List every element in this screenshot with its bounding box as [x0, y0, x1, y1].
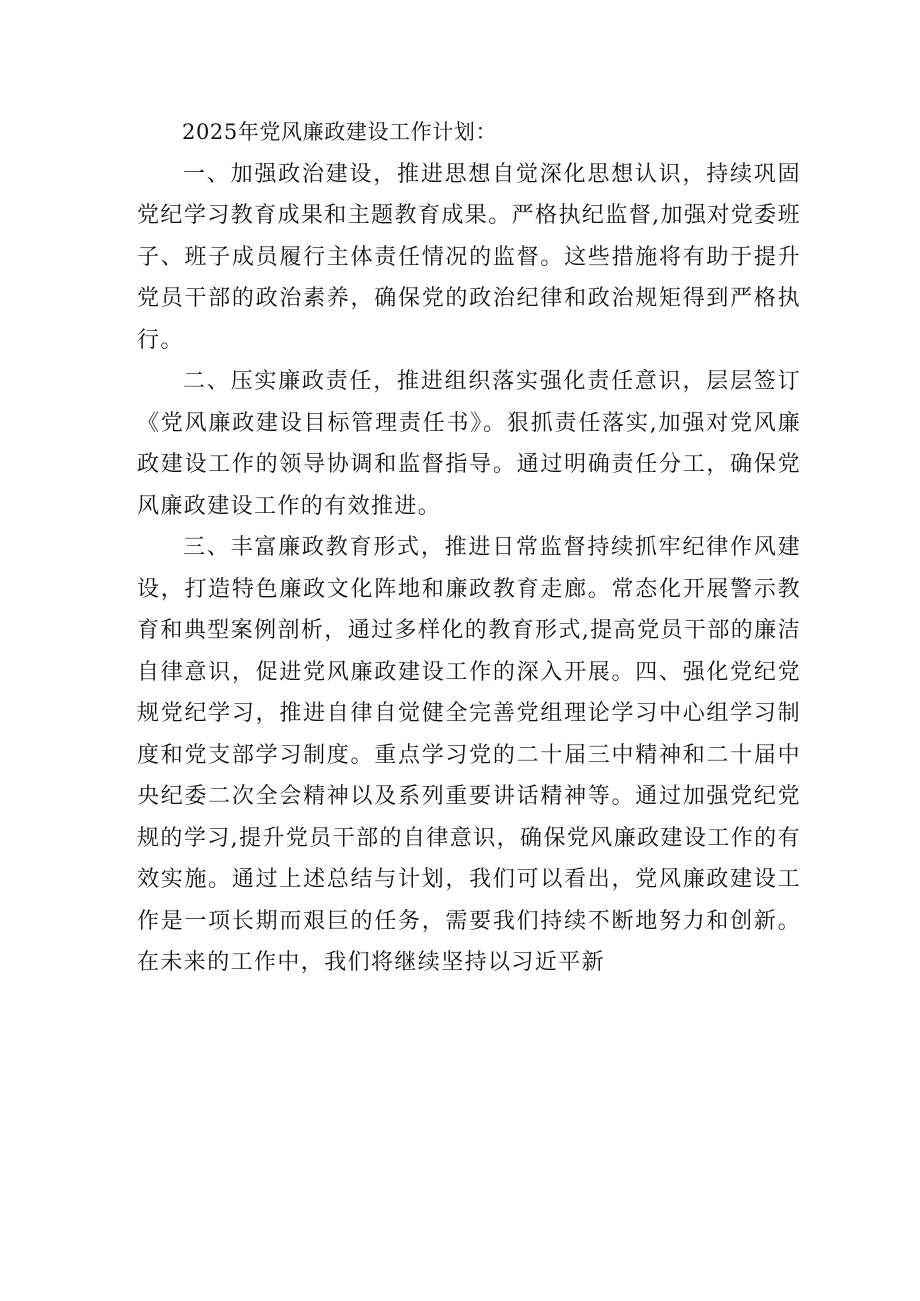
- paragraph-political-construction: 一、加强政治建设，推进思想自觉深化思想认识，持续巩固党纪学习教育成果和主题教育成果。严格执纪监督,加强对党委班子、班子成员履行主体责任情况的监督。这些措施将有助于提升党员干部的政治素养，确保党的政治纪律和政治规矩得到严格执行。: [137, 161, 801, 353]
- paragraph-responsibility: 二、压实廉政责任，推进组织落实强化责任意识，层层签订《党风廉政建设目标管理责任书》。狠抓责任落实,加强对党风廉政建设工作的领导协调和监督指导。通过明确责任分工，确保党风廉政建设工作的有效推进。: [137, 369, 801, 519]
- document-title: 2025年党风廉政建设工作计划：: [182, 120, 498, 144]
- document-body: [137, 112, 801, 984]
- paragraph-education-and-discipline: 三、丰富廉政教育形式，推进日常监督持续抓牢纪律作风建设，打造特色廉政文化阵地和廉政教育走廊。常态化开展警示教育和典型案例剖析，通过多样化的教育形式,提高党员干部的廉洁自律意识，促进党风廉政建设工作的深入开展。四、强化党纪党规党纪学习，推进自律自觉健全完善党组理论学习中心组学习制度和党支部学习制度。重点学习党的二十届三中精神和二十届中央纪委二次全会精神以及系列重要讲话精神等。通过加强党纪党规的学习,提升党员干部的自律意识，确保党风廉政建设工作的有效实施。通过上述总结与计划，我们可以看出，党风廉政建设工作是一项长期而艰巨的任务，需要我们持续不断地努力和创新。在未来的工作中，我们将继续坚持以习近平新: [137, 535, 801, 975]
